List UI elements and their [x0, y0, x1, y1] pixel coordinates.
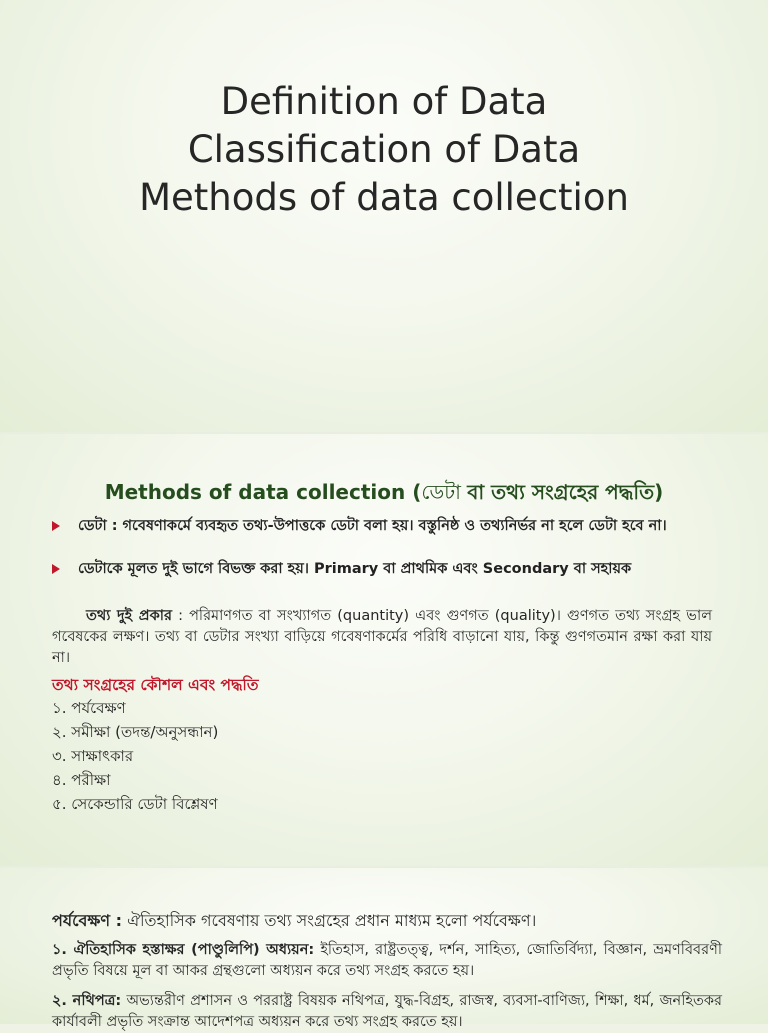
observation-heading-body: ঐতিহাসিক গবেষণায় তথ্য সংগ্রহের প্রধান মাধ্যম হলো পর্যবেক্ষণ।: [122, 911, 537, 930]
heading-bangla-light: ডেটা: [421, 480, 468, 504]
documents-body: অভ্যন্তরীণ প্রশাসন ও পররাষ্ট্র বিষয়ক নথিপত্র, যুদ্ধ-বিগ্রহ, রাজস্ব, ব্যবসা-বাণিজ্য, শিক্ষা, ধর্ম, জনহিতকর কার্যাবলী প্রভৃতি সংক্রান্ত আদেশপত্র অধ্যয়ন করে তথ্য সংগ্রহ করতে হয়।: [52, 993, 722, 1030]
paragraph-body: : পরিমাণগত বা সংখ্যাগত (quantity) এবং গুণগত (quality)। গুণগত তথ্য সংগ্রহ ভাল গবেষকের লক্ষণ। তথ্য বা ডেটার সংখ্যা বাড়িয়ে গবেষণাকর্মের পরিধি বাড়ানো যায়, কিন্তু গুণগতমান রক্ষা করা যায় না।: [52, 608, 712, 666]
method-item: ৪. পরীক্ষা: [52, 771, 111, 789]
title-line-2: Classification of Data: [187, 128, 581, 171]
data-types-paragraph: [52, 606, 712, 669]
paragraph-lead: তথ্য দুই প্রকার: [86, 608, 172, 624]
documents-lead: ২. নথিপত্র:: [52, 993, 122, 1009]
manuscript-lead: ১. ঐতিহাসিক হস্তাক্ষর (পাণ্ডুলিপি) অধ্যয়ন:: [52, 942, 315, 958]
bullet-item: [52, 561, 712, 577]
slide-heading: [0, 478, 768, 511]
observation-heading-lead: পর্যবেক্ষণ :: [52, 911, 123, 930]
bullet-text: ডেটা : গবেষণাকর্মে ব্যবহৃত তথ্য-উপাত্তকে ডেটা বলা হয়। বস্তুনিষ্ঠ ও তথ্যনির্ভর না হলে ডেটা হবে না।: [78, 518, 667, 534]
methods-heading: তথ্য সংগ্রহের কৌশল এবং পদ্ধতি: [52, 676, 259, 694]
observation-heading: [52, 908, 536, 935]
documents-paragraph: [52, 991, 722, 1033]
method-item: ২. সমীক্ষা (তদন্ত/অনুসন্ধান): [52, 723, 219, 741]
bullet-item: [52, 518, 712, 534]
method-item: ১. পর্যবেক্ষণ: [52, 699, 126, 717]
bullet-text: ডেটাকে মূলত দুই ভাগে বিভক্ত করা হয়। Primary বা প্রাথমিক এবং Secondary বা সহায়ক: [78, 561, 632, 577]
bullet-arrow-icon: [52, 521, 60, 531]
bullet-arrow-icon: [52, 564, 60, 574]
title-block: [0, 78, 768, 222]
method-item: ৫. সেকেন্ডারি ডেটা বিশ্লেষণ: [52, 795, 218, 813]
heading-english: Methods of data collection (: [104, 480, 422, 504]
manuscript-paragraph: [52, 940, 722, 982]
title-line-3: Methods of data collection: [139, 176, 629, 219]
heading-bangla-bold: বা তথ্য সংগ্রহের পদ্ধতি): [467, 480, 664, 504]
method-item: ৩. সাক্ষাৎকার: [52, 747, 134, 765]
title-line-1: Definition of Data: [220, 80, 548, 123]
manuscript-body: ইতিহাস, রাষ্ট্রতত্ত্ব, দর্শন, সাহিত্য, জোতির্বিদ্যা, বিজ্ঞান, ভ্রমণবিবরণী প্রভৃতি বিষয়ে মূল বা আকর গ্রন্থগুলো অধ্যয়ন করে তথ্য সংগ্রহ করতে হয়।: [52, 942, 722, 979]
